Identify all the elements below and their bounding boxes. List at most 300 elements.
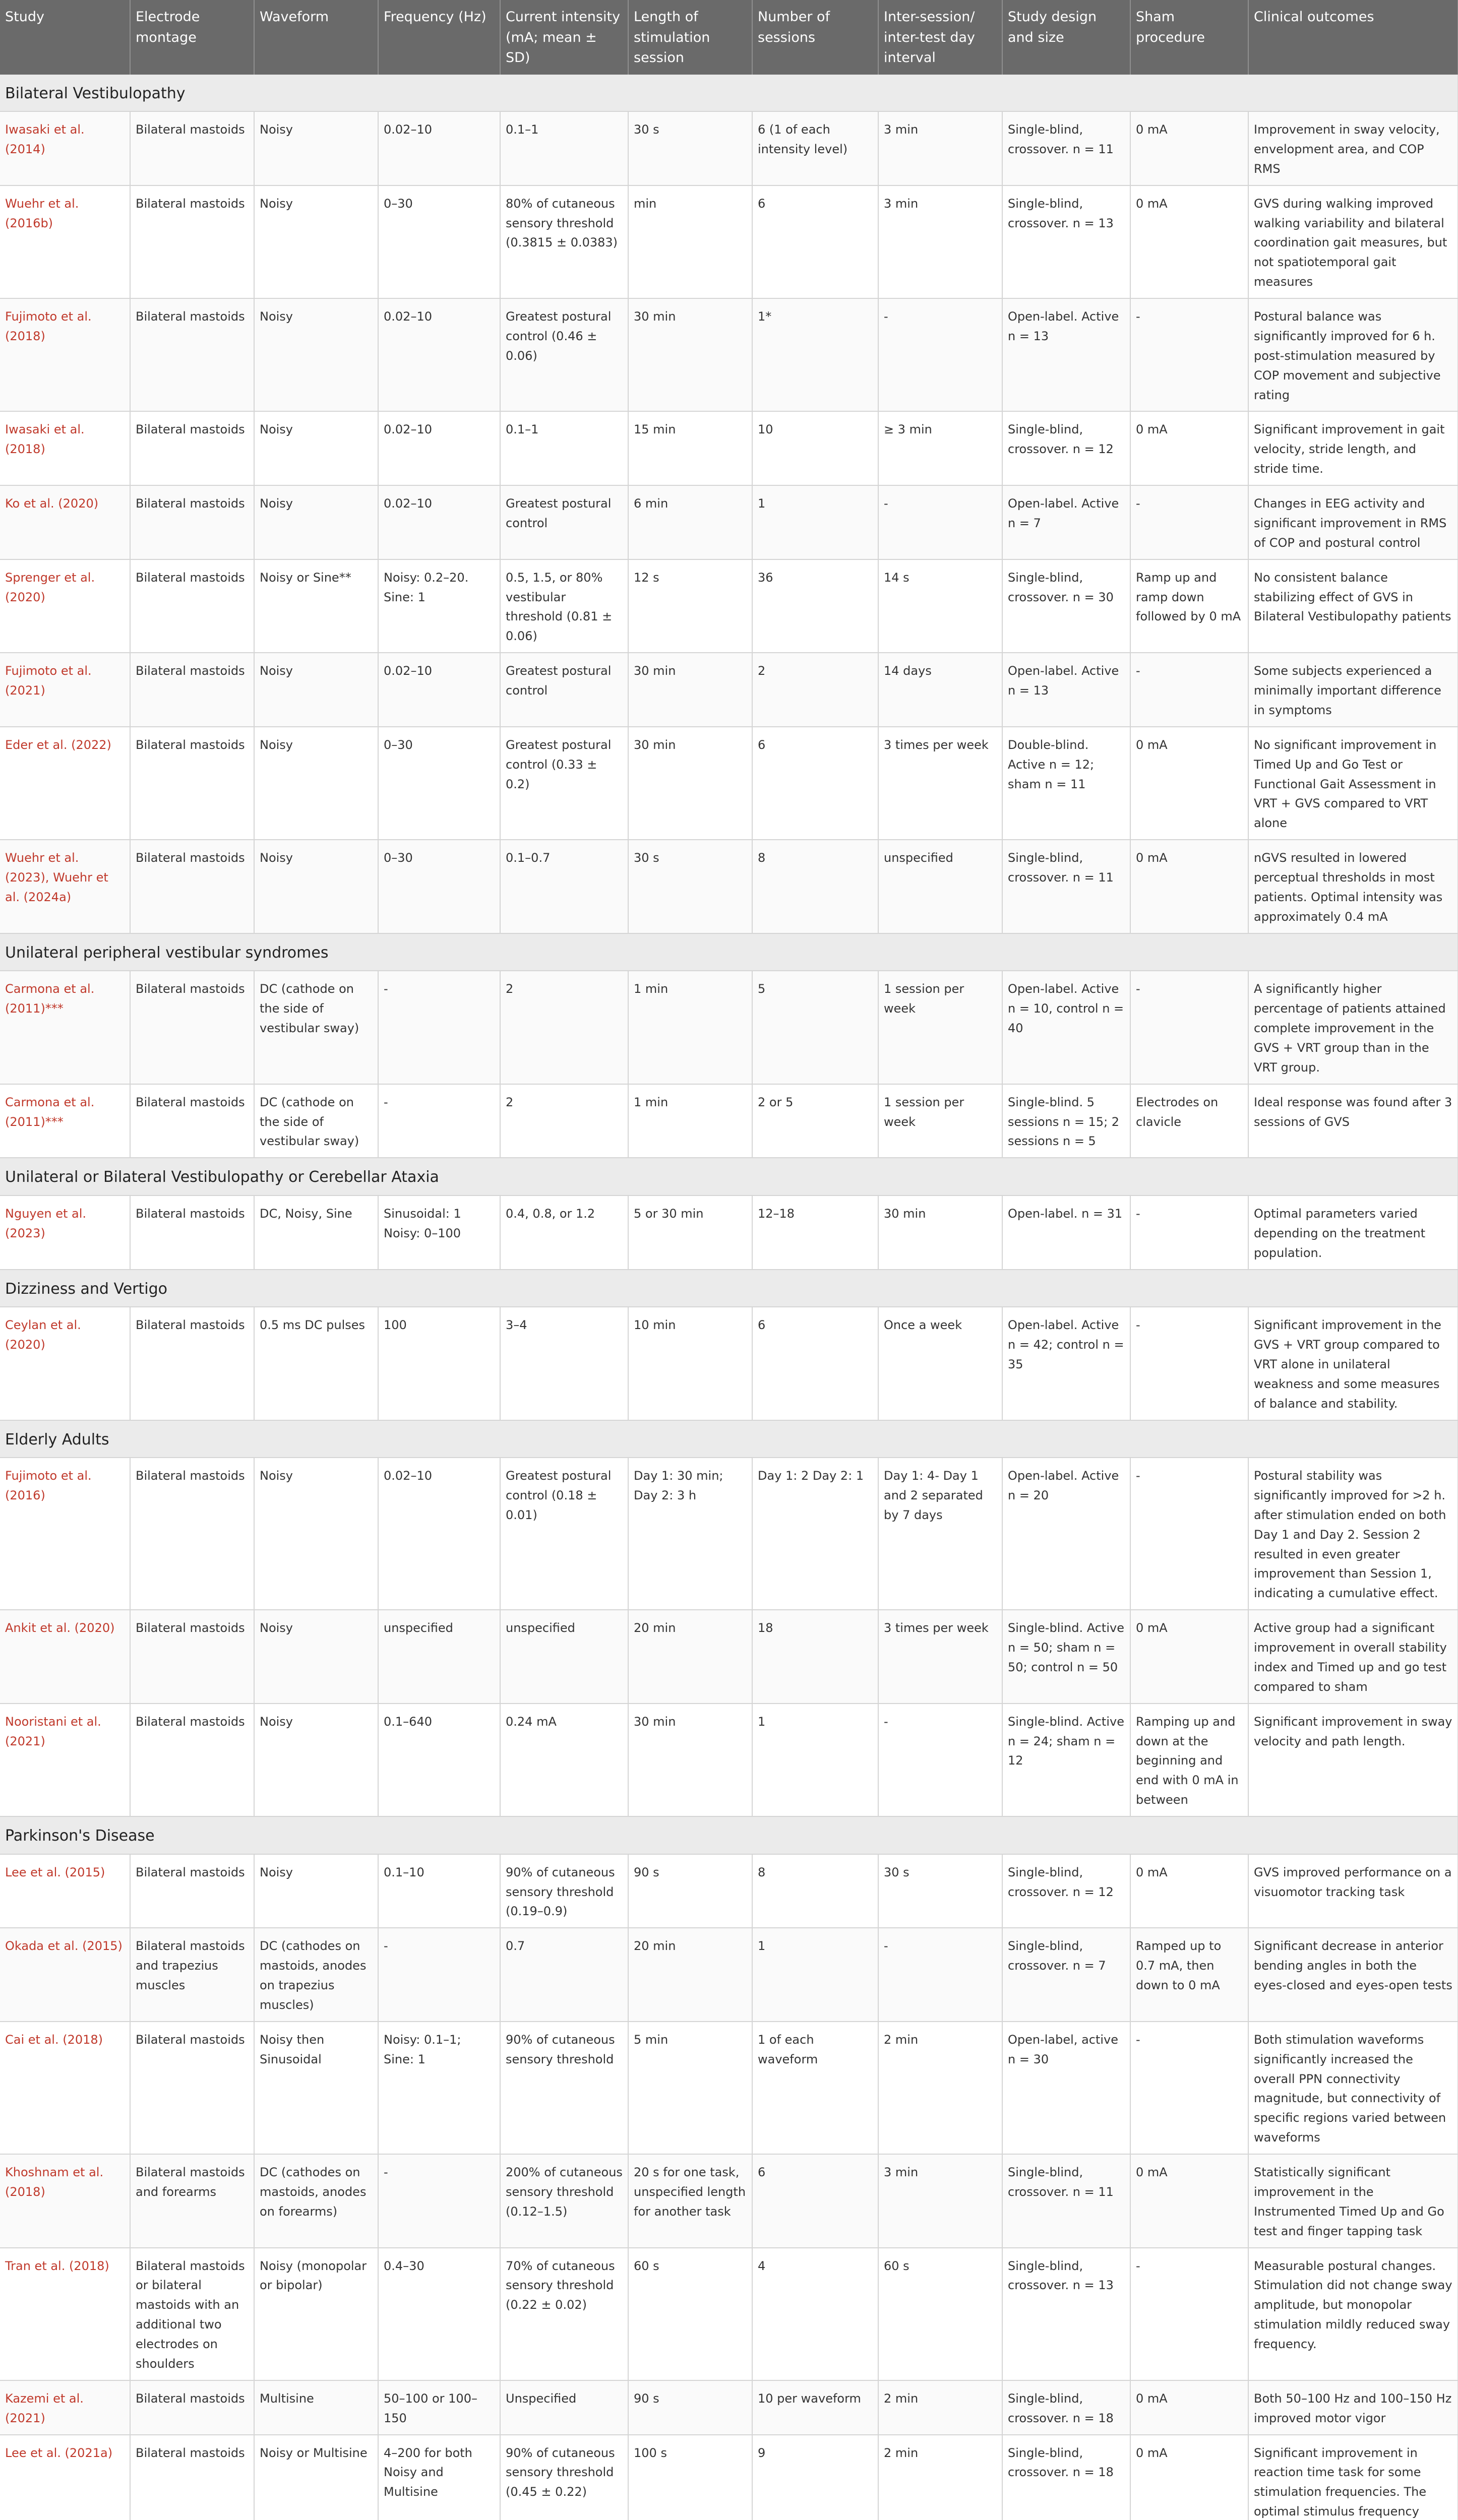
cell-electrode-montage: Bilateral mastoids: [130, 2380, 254, 2435]
cell-session-length: 20 min: [628, 1928, 752, 2022]
cell-waveform: Noisy or Sine**: [254, 559, 378, 653]
cell-waveform: DC (cathodes on mastoids, anodes on forearms): [254, 2154, 378, 2248]
cell-session-length: 6 min: [628, 485, 752, 559]
cell-waveform: Noisy then Sinusoidal: [254, 2022, 378, 2154]
cell-electrode-montage: Bilateral mastoids and trapezius muscles: [130, 1928, 254, 2022]
cell-clinical-outcomes: Ideal response was found after 3 sessions of GVS: [1248, 1084, 1458, 1158]
cell-session-length: 20 s for one task, unspecified length for another task: [628, 2154, 752, 2248]
table-row: [0, 727, 1458, 840]
cell-clinical-outcomes: GVS during walking improved walking variability and bilateral coordination gait measures, but not spatiotemporal gait measures: [1248, 185, 1458, 298]
section-title: Bilateral Vestibulopathy: [0, 75, 1458, 112]
cell-number-of-sessions: 1 of each waveform: [752, 2022, 878, 2154]
cell-clinical-outcomes: Significant improvement in reaction time task for some stimulation frequencies. The optimal stimulus frequency: [1248, 2435, 1458, 2520]
cell-session-length: 20 min: [628, 1610, 752, 1704]
cell-sham-procedure: -: [1130, 1458, 1248, 1610]
cell-waveform: DC (cathodes on mastoids, anodes on trapezius muscles): [254, 1928, 378, 2022]
cell-electrode-montage: Bilateral mastoids: [130, 840, 254, 933]
cell-study-design: Single-blind, crossover. n = 11: [1002, 111, 1130, 185]
cell-electrode-montage: Bilateral mastoids: [130, 2435, 254, 2520]
cell-waveform: Noisy: [254, 1704, 378, 1816]
cell-number-of-sessions: 6: [752, 185, 878, 298]
table-row: [0, 111, 1458, 185]
cell-number-of-sessions: 8: [752, 840, 878, 933]
cell-number-of-sessions: 1*: [752, 298, 878, 411]
cell-current-intensity: Greatest postural control: [500, 653, 628, 727]
cell-study[interactable]: Carmona et al. (2011)***: [0, 1084, 130, 1158]
cell-waveform: DC, Noisy, Sine: [254, 1195, 378, 1270]
cell-study-design: Single-blind, crossover. n = 11: [1002, 2154, 1130, 2248]
cell-clinical-outcomes: Measurable postural changes. Stimulation did not change sway amplitude, but monopolar stimulation mildly reduced sway frequency.: [1248, 2248, 1458, 2380]
table-row: [0, 1195, 1458, 1270]
cell-waveform: Noisy: [254, 840, 378, 933]
table-row: [0, 559, 1458, 653]
cell-session-length: 60 s: [628, 2248, 752, 2380]
cell-study-design: Single-blind. Active n = 50; sham n = 50; control n = 50: [1002, 1610, 1130, 1704]
cell-sham-procedure: Ramp up and ramp down followed by 0 mA: [1130, 559, 1248, 653]
cell-frequency: 0–30: [378, 727, 500, 840]
cell-electrode-montage: Bilateral mastoids: [130, 971, 254, 1084]
cell-clinical-outcomes: nGVS resulted in lowered perceptual thresholds in most patients. Optimal intensity was approximately 0.4 mA: [1248, 840, 1458, 933]
cell-study[interactable]: Tran et al. (2018): [0, 2248, 130, 2380]
cell-study[interactable]: Khoshnam et al. (2018): [0, 2154, 130, 2248]
cell-electrode-montage: Bilateral mastoids: [130, 1704, 254, 1816]
cell-session-length: 90 s: [628, 2380, 752, 2435]
cell-session-length: 1 min: [628, 971, 752, 1084]
cell-study[interactable]: Nooristani et al. (2021): [0, 1704, 130, 1816]
cell-current-intensity: 90% of cutaneous sensory threshold: [500, 2022, 628, 2154]
cell-study-design: Open-label. Active n = 10, control n = 40: [1002, 971, 1130, 1084]
cell-session-length: min: [628, 185, 752, 298]
section-header-row: [0, 1420, 1458, 1458]
cell-sham-procedure: -: [1130, 2248, 1248, 2380]
table-row: [0, 2022, 1458, 2154]
cell-study[interactable]: Sprenger et al. (2020): [0, 559, 130, 653]
cell-current-intensity: Greatest postural control (0.46 ± 0.06): [500, 298, 628, 411]
cell-current-intensity: Greatest postural control (0.33 ± 0.2): [500, 727, 628, 840]
cell-sham-procedure: -: [1130, 971, 1248, 1084]
col-header-frequency: Frequency (Hz): [378, 0, 500, 75]
cell-frequency: 4–200 for both Noisy and Multisine: [378, 2435, 500, 2520]
table-row: [0, 485, 1458, 559]
cell-number-of-sessions: 6: [752, 727, 878, 840]
cell-number-of-sessions: 4: [752, 2248, 878, 2380]
cell-sham-procedure: -: [1130, 1307, 1248, 1420]
cell-clinical-outcomes: No significant improvement in Timed Up and Go Test or Functional Gait Assessment in VRT + GVS compared to VRT alone: [1248, 727, 1458, 840]
cell-waveform: Noisy (monopolar or bipolar): [254, 2248, 378, 2380]
cell-study[interactable]: Ankit et al. (2020): [0, 1610, 130, 1704]
cell-clinical-outcomes: Statistically significant improvement in the Instrumented Timed Up and Go test and finger tapping task: [1248, 2154, 1458, 2248]
table-row: [0, 411, 1458, 485]
cell-sham-procedure: 0 mA: [1130, 840, 1248, 933]
cell-electrode-montage: Bilateral mastoids and forearms: [130, 2154, 254, 2248]
cell-waveform: Noisy: [254, 653, 378, 727]
cell-current-intensity: 2: [500, 1084, 628, 1158]
cell-frequency: -: [378, 1928, 500, 2022]
cell-interval: 3 times per week: [878, 727, 1002, 840]
cell-study[interactable]: Eder et al. (2022): [0, 727, 130, 840]
cell-waveform: Noisy: [254, 1458, 378, 1610]
table-row: [0, 653, 1458, 727]
cell-study-design: Open-label. Active n = 7: [1002, 485, 1130, 559]
cell-study[interactable]: Nguyen et al. (2023): [0, 1195, 130, 1270]
cell-number-of-sessions: 6: [752, 2154, 878, 2248]
cell-clinical-outcomes: Improvement in sway velocity, envelopment area, and COP RMS: [1248, 111, 1458, 185]
cell-electrode-montage: Bilateral mastoids: [130, 1854, 254, 1928]
cell-sham-procedure: Ramped up to 0.7 mA, then down to 0 mA: [1130, 1928, 1248, 2022]
cell-interval: -: [878, 1928, 1002, 2022]
table-row: [0, 1084, 1458, 1158]
cell-current-intensity: 2: [500, 971, 628, 1084]
cell-sham-procedure: 0 mA: [1130, 727, 1248, 840]
table-row: [0, 1307, 1458, 1420]
cell-waveform: Noisy: [254, 298, 378, 411]
cell-interval: 3 min: [878, 185, 1002, 298]
table-row: [0, 1854, 1458, 1928]
cell-clinical-outcomes: Active group had a significant improvement in overall stability index and Timed up and go test compared to sham: [1248, 1610, 1458, 1704]
cell-study-design: Single-blind, crossover. n = 12: [1002, 1854, 1130, 1928]
cell-study[interactable]: Wuehr et al. (2016b): [0, 185, 130, 298]
cell-frequency: unspecified: [378, 1610, 500, 1704]
cell-interval: Once a week: [878, 1307, 1002, 1420]
cell-clinical-outcomes: A significantly higher percentage of patients attained complete improvement in the GVS + VRT group than in the VRT group.: [1248, 971, 1458, 1084]
section-title: Parkinson's Disease: [0, 1816, 1458, 1854]
cell-clinical-outcomes: Both stimulation waveforms significantly increased the overall PPN connectivity magnitude, but connectivity of specific regions varied between waveforms: [1248, 2022, 1458, 2154]
col-header-study-design: Study design and size: [1002, 0, 1130, 75]
cell-sham-procedure: -: [1130, 653, 1248, 727]
cell-clinical-outcomes: Postural stability was significantly improved for >2 h. after stimulation ended on both Day 1 and Day 2. Session 2 resulted in even greater improvement than Session 1, indicating a cumulative effect.: [1248, 1458, 1458, 1610]
cell-study[interactable]: Carmona et al. (2011)***: [0, 971, 130, 1084]
cell-number-of-sessions: 8: [752, 1854, 878, 1928]
cell-number-of-sessions: 1: [752, 485, 878, 559]
header-row: [0, 0, 1458, 75]
cell-clinical-outcomes: Some subjects experienced a minimally important difference in symptoms: [1248, 653, 1458, 727]
cell-number-of-sessions: 12–18: [752, 1195, 878, 1270]
cell-study-design: Open-label. Active n = 20: [1002, 1458, 1130, 1610]
cell-interval: 30 s: [878, 1854, 1002, 1928]
cell-interval: 1 session per week: [878, 971, 1002, 1084]
cell-interval: ≥ 3 min: [878, 411, 1002, 485]
cell-frequency: 0.02–10: [378, 653, 500, 727]
col-header-current-intensity: Current intensity (mA; mean ± SD): [500, 0, 628, 75]
cell-electrode-montage: Bilateral mastoids: [130, 298, 254, 411]
cell-clinical-outcomes: Significant decrease in anterior bending angles in both the eyes-closed and eyes-open tests: [1248, 1928, 1458, 2022]
cell-frequency: Sinusoidal: 1 Noisy: 0–100: [378, 1195, 500, 1270]
cell-number-of-sessions: 1: [752, 1928, 878, 2022]
cell-waveform: Noisy: [254, 1610, 378, 1704]
cell-sham-procedure: Ramping up and down at the beginning and end with 0 mA in between: [1130, 1704, 1248, 1816]
cell-waveform: Noisy: [254, 1854, 378, 1928]
cell-clinical-outcomes: Optimal parameters varied depending on the treatment population.: [1248, 1195, 1458, 1270]
cell-waveform: Noisy: [254, 485, 378, 559]
cell-interval: 3 min: [878, 2154, 1002, 2248]
table-row: [0, 2380, 1458, 2435]
cell-study-design: Open-label. Active n = 13: [1002, 298, 1130, 411]
cell-frequency: 0–30: [378, 840, 500, 933]
cell-number-of-sessions: 10: [752, 411, 878, 485]
table-row: [0, 2154, 1458, 2248]
cell-current-intensity: 0.24 mA: [500, 1704, 628, 1816]
cell-study-design: Open-label. n = 31: [1002, 1195, 1130, 1270]
cell-interval: 3 min: [878, 111, 1002, 185]
cell-number-of-sessions: 1: [752, 1704, 878, 1816]
cell-clinical-outcomes: No consistent balance stabilizing effect of GVS in Bilateral Vestibulopathy patients: [1248, 559, 1458, 653]
cell-clinical-outcomes: Significant improvement in the GVS + VRT group compared to VRT alone in unilateral weakness and some measures of balance and stability.: [1248, 1307, 1458, 1420]
cell-current-intensity: 70% of cutaneous sensory threshold (0.22 ± 0.02): [500, 2248, 628, 2380]
table-row: [0, 185, 1458, 298]
cell-frequency: 100: [378, 1307, 500, 1420]
cell-study-design: Single-blind, crossover. n = 13: [1002, 185, 1130, 298]
cell-current-intensity: 80% of cutaneous sensory threshold (0.3815 ± 0.0383): [500, 185, 628, 298]
cell-study[interactable]: Lee et al. (2015): [0, 1854, 130, 1928]
cell-clinical-outcomes: Significant improvement in sway velocity and path length.: [1248, 1704, 1458, 1816]
cell-study-design: Single-blind, crossover. n = 18: [1002, 2380, 1130, 2435]
cell-electrode-montage: Bilateral mastoids: [130, 111, 254, 185]
col-header-study: Study: [0, 0, 130, 75]
cell-sham-procedure: -: [1130, 485, 1248, 559]
col-header-clinical-outcomes: Clinical outcomes: [1248, 0, 1458, 75]
cell-electrode-montage: Bilateral mastoids: [130, 653, 254, 727]
table-row: [0, 1928, 1458, 2022]
col-header-interval: Inter-session/ inter-test day interval: [878, 0, 1002, 75]
cell-number-of-sessions: 36: [752, 559, 878, 653]
cell-interval: 2 min: [878, 2435, 1002, 2520]
cell-frequency: Noisy: 0.1–1; Sine: 1: [378, 2022, 500, 2154]
cell-waveform: 0.5 ms DC pulses: [254, 1307, 378, 1420]
cell-study-design: Single-blind. Active n = 24; sham n = 12: [1002, 1704, 1130, 1816]
cell-session-length: 1 min: [628, 1084, 752, 1158]
cell-study[interactable]: Cai et al. (2018): [0, 2022, 130, 2154]
col-header-electrode-montage: Electrode montage: [130, 0, 254, 75]
table-row: [0, 1458, 1458, 1610]
section-header-row: [0, 75, 1458, 112]
cell-frequency: 0.02–10: [378, 111, 500, 185]
cell-session-length: 30 min: [628, 298, 752, 411]
cell-clinical-outcomes: GVS improved performance on a visuomotor tracking task: [1248, 1854, 1458, 1928]
cell-study-design: Open-label. Active n = 13: [1002, 653, 1130, 727]
cell-number-of-sessions: 9: [752, 2435, 878, 2520]
cell-frequency: 0.4–30: [378, 2248, 500, 2380]
table-row: [0, 840, 1458, 933]
cell-waveform: Noisy: [254, 727, 378, 840]
cell-current-intensity: Greatest postural control: [500, 485, 628, 559]
cell-current-intensity: 90% of cutaneous sensory threshold (0.45 ± 0.22): [500, 2435, 628, 2520]
cell-current-intensity: Greatest postural control (0.18 ± 0.01): [500, 1458, 628, 1610]
cell-clinical-outcomes: Postural balance was significantly improved for 6 h. post-stimulation measured by COP movement and subjective rating: [1248, 298, 1458, 411]
cell-session-length: 30 min: [628, 727, 752, 840]
cell-electrode-montage: Bilateral mastoids: [130, 185, 254, 298]
cell-sham-procedure: 0 mA: [1130, 1610, 1248, 1704]
cell-session-length: 5 min: [628, 2022, 752, 2154]
cell-session-length: 100 s: [628, 2435, 752, 2520]
cell-study[interactable]: Fujimoto et al. (2016): [0, 1458, 130, 1610]
section-header-row: [0, 933, 1458, 971]
table-row: [0, 1610, 1458, 1704]
cell-current-intensity: 0.7: [500, 1928, 628, 2022]
cell-study-design: Single-blind. 5 sessions n = 15; 2 sessions n = 5: [1002, 1084, 1130, 1158]
cell-frequency: -: [378, 1084, 500, 1158]
cell-study-design: Single-blind, crossover. n = 13: [1002, 2248, 1130, 2380]
cell-frequency: -: [378, 971, 500, 1084]
cell-interval: -: [878, 485, 1002, 559]
cell-electrode-montage: Bilateral mastoids: [130, 1610, 254, 1704]
cell-current-intensity: 0.5, 1.5, or 80% vestibular threshold (0.81 ± 0.06): [500, 559, 628, 653]
cell-study[interactable]: Iwasaki et al. (2018): [0, 411, 130, 485]
section-title: Unilateral peripheral vestibular syndromes: [0, 933, 1458, 971]
cell-study[interactable]: Okada et al. (2015): [0, 1928, 130, 2022]
section-title: Elderly Adults: [0, 1420, 1458, 1458]
cell-frequency: 0.02–10: [378, 1458, 500, 1610]
cell-sham-procedure: -: [1130, 298, 1248, 411]
cell-session-length: 30 s: [628, 840, 752, 933]
cell-session-length: 30 s: [628, 111, 752, 185]
cell-sham-procedure: -: [1130, 2022, 1248, 2154]
section-header-row: [0, 1158, 1458, 1195]
cell-current-intensity: 3–4: [500, 1307, 628, 1420]
cell-number-of-sessions: 2 or 5: [752, 1084, 878, 1158]
cell-session-length: 15 min: [628, 411, 752, 485]
cell-frequency: 50–100 or 100–150: [378, 2380, 500, 2435]
cell-study[interactable]: Lee et al. (2021a): [0, 2435, 130, 2520]
cell-interval: 14 days: [878, 653, 1002, 727]
cell-electrode-montage: Bilateral mastoids: [130, 727, 254, 840]
col-header-session-length: Length of stimulation session: [628, 0, 752, 75]
cell-electrode-montage: Bilateral mastoids: [130, 1084, 254, 1158]
cell-interval: Day 1: 4- Day 1 and 2 separated by 7 days: [878, 1458, 1002, 1610]
cell-clinical-outcomes: Changes in EEG activity and significant improvement in RMS of COP and postural control: [1248, 485, 1458, 559]
cell-study[interactable]: Ceylan et al. (2020): [0, 1307, 130, 1420]
cell-sham-procedure: 0 mA: [1130, 2435, 1248, 2520]
cell-study[interactable]: Ko et al. (2020): [0, 485, 130, 559]
cell-session-length: 30 min: [628, 653, 752, 727]
cell-interval: 3 times per week: [878, 1610, 1002, 1704]
cell-current-intensity: 0.1–1: [500, 111, 628, 185]
cell-study-design: Double-blind. Active n = 12; sham n = 11: [1002, 727, 1130, 840]
cell-interval: 1 session per week: [878, 1084, 1002, 1158]
cell-session-length: 5 or 30 min: [628, 1195, 752, 1270]
cell-interval: -: [878, 298, 1002, 411]
cell-session-length: 12 s: [628, 559, 752, 653]
cell-number-of-sessions: 5: [752, 971, 878, 1084]
cell-interval: 2 min: [878, 2022, 1002, 2154]
cell-current-intensity: 90% of cutaneous sensory threshold (0.19–0.9): [500, 1854, 628, 1928]
cell-study[interactable]: Wuehr et al. (2023), Wuehr et al. (2024a): [0, 840, 130, 933]
cell-number-of-sessions: 6 (1 of each intensity level): [752, 111, 878, 185]
cell-interval: 14 s: [878, 559, 1002, 653]
cell-interval: -: [878, 1704, 1002, 1816]
cell-sham-procedure: 0 mA: [1130, 185, 1248, 298]
col-header-number-of-sessions: Number of sessions: [752, 0, 878, 75]
col-header-sham: Sham procedure: [1130, 0, 1248, 75]
cell-waveform: DC (cathode on the side of vestibular sway): [254, 1084, 378, 1158]
cell-sham-procedure: 0 mA: [1130, 411, 1248, 485]
cell-electrode-montage: Bilateral mastoids: [130, 1195, 254, 1270]
cell-sham-procedure: 0 mA: [1130, 2154, 1248, 2248]
table-row: [0, 2435, 1458, 2520]
cell-study[interactable]: Fujimoto et al. (2021): [0, 653, 130, 727]
cell-current-intensity: Unspecified: [500, 2380, 628, 2435]
col-header-waveform: Waveform: [254, 0, 378, 75]
cell-study-design: Single-blind, crossover. n = 30: [1002, 559, 1130, 653]
cell-clinical-outcomes: Both 50–100 Hz and 100–150 Hz improved motor vigor: [1248, 2380, 1458, 2435]
cell-sham-procedure: Electrodes on clavicle: [1130, 1084, 1248, 1158]
cell-electrode-montage: Bilateral mastoids: [130, 411, 254, 485]
cell-current-intensity: unspecified: [500, 1610, 628, 1704]
cell-waveform: Noisy or Multisine: [254, 2435, 378, 2520]
cell-study-design: Single-blind, crossover. n = 18: [1002, 2435, 1130, 2520]
cell-study[interactable]: Iwasaki et al. (2014): [0, 111, 130, 185]
table-row: [0, 1704, 1458, 1816]
cell-frequency: 0–30: [378, 185, 500, 298]
cell-number-of-sessions: Day 1: 2 Day 2: 1: [752, 1458, 878, 1610]
cell-study-design: Single-blind, crossover. n = 7: [1002, 1928, 1130, 2022]
cell-clinical-outcomes: Significant improvement in gait velocity, stride length, and stride time.: [1248, 411, 1458, 485]
cell-sham-procedure: 0 mA: [1130, 111, 1248, 185]
cell-waveform: DC (cathode on the side of vestibular sway): [254, 971, 378, 1084]
cell-session-length: 30 min: [628, 1704, 752, 1816]
cell-study-design: Open-label, active n = 30: [1002, 2022, 1130, 2154]
table-row: [0, 298, 1458, 411]
cell-frequency: 0.1–640: [378, 1704, 500, 1816]
table-body: [0, 75, 1458, 2520]
cell-study[interactable]: Kazemi et al. (2021): [0, 2380, 130, 2435]
cell-electrode-montage: Bilateral mastoids or bilateral mastoids with an additional two electrodes on shoulders: [130, 2248, 254, 2380]
cell-session-length: 90 s: [628, 1854, 752, 1928]
cell-electrode-montage: Bilateral mastoids: [130, 1458, 254, 1610]
cell-frequency: Noisy: 0.2–20. Sine: 1: [378, 559, 500, 653]
cell-number-of-sessions: 18: [752, 1610, 878, 1704]
cell-waveform: Noisy: [254, 185, 378, 298]
cell-interval: 2 min: [878, 2380, 1002, 2435]
cell-number-of-sessions: 10 per waveform: [752, 2380, 878, 2435]
table-row: [0, 2248, 1458, 2380]
cell-current-intensity: 0.4, 0.8, or 1.2: [500, 1195, 628, 1270]
cell-waveform: Noisy: [254, 111, 378, 185]
cell-current-intensity: 200% of cutaneous sensory threshold (0.12–1.5): [500, 2154, 628, 2248]
table-row: [0, 971, 1458, 1084]
section-header-row: [0, 1816, 1458, 1854]
cell-current-intensity: 0.1–0.7: [500, 840, 628, 933]
cell-interval: 30 min: [878, 1195, 1002, 1270]
cell-frequency: 0.1–10: [378, 1854, 500, 1928]
section-header-row: [0, 1270, 1458, 1307]
cell-electrode-montage: Bilateral mastoids: [130, 2022, 254, 2154]
cell-interval: 60 s: [878, 2248, 1002, 2380]
cell-session-length: 10 min: [628, 1307, 752, 1420]
cell-study-design: Single-blind, crossover. n = 11: [1002, 840, 1130, 933]
cell-electrode-montage: Bilateral mastoids: [130, 485, 254, 559]
cell-sham-procedure: 0 mA: [1130, 2380, 1248, 2435]
section-title: Unilateral or Bilateral Vestibulopathy or Cerebellar Ataxia: [0, 1158, 1458, 1195]
cell-electrode-montage: Bilateral mastoids: [130, 1307, 254, 1420]
cell-number-of-sessions: 6: [752, 1307, 878, 1420]
cell-current-intensity: 0.1–1: [500, 411, 628, 485]
cell-sham-procedure: 0 mA: [1130, 1854, 1248, 1928]
cell-waveform: Noisy: [254, 411, 378, 485]
cell-session-length: Day 1: 30 min; Day 2: 3 h: [628, 1458, 752, 1610]
cell-electrode-montage: Bilateral mastoids: [130, 559, 254, 653]
cell-frequency: 0.02–10: [378, 298, 500, 411]
cell-interval: unspecified: [878, 840, 1002, 933]
cell-study-design: Single-blind, crossover. n = 12: [1002, 411, 1130, 485]
cell-waveform: Multisine: [254, 2380, 378, 2435]
cell-study-design: Open-label. Active n = 42; control n = 35: [1002, 1307, 1130, 1420]
cell-frequency: 0.02–10: [378, 485, 500, 559]
cell-study[interactable]: Fujimoto et al. (2018): [0, 298, 130, 411]
cell-frequency: 0.02–10: [378, 411, 500, 485]
cell-sham-procedure: -: [1130, 1195, 1248, 1270]
section-title: Dizziness and Vertigo: [0, 1270, 1458, 1307]
cell-frequency: -: [378, 2154, 500, 2248]
